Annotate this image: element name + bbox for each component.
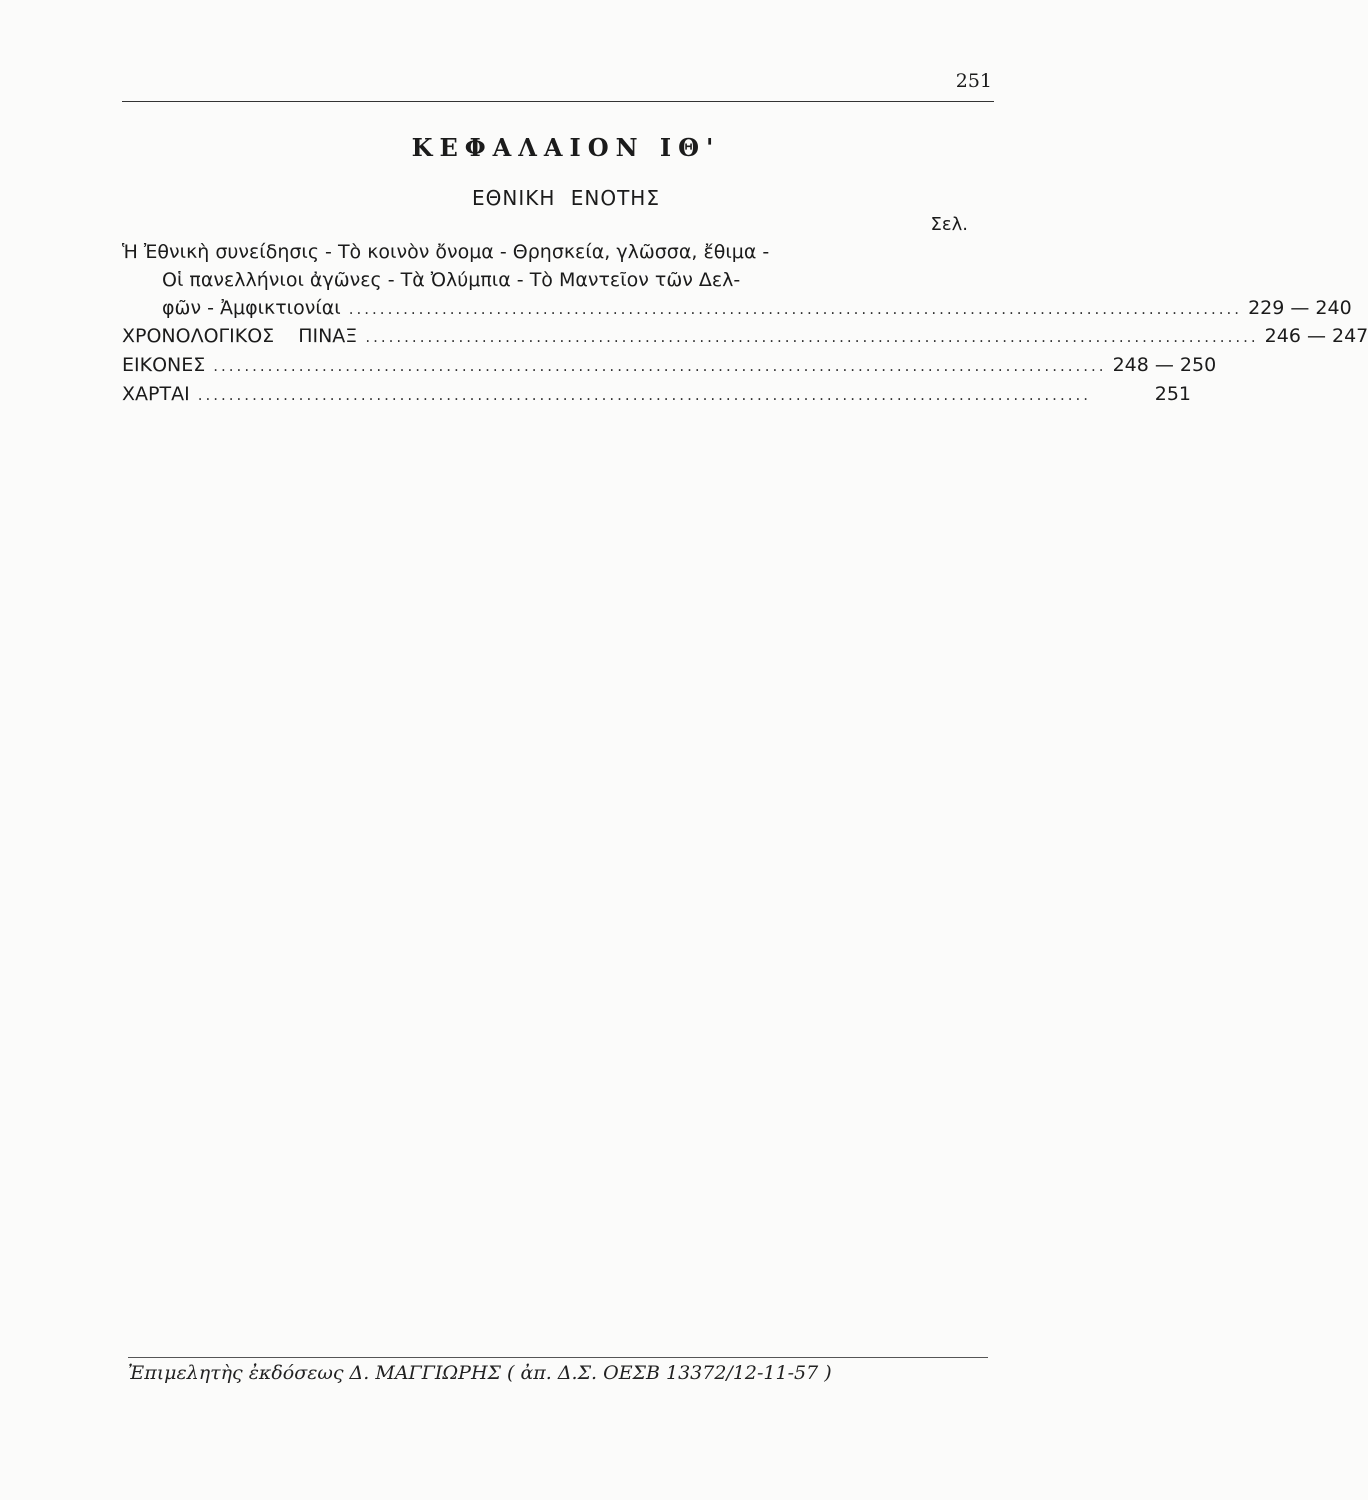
toc-entry-label: ΧΑΡΤΑΙ	[122, 383, 190, 405]
page-column-label: Σελ.	[930, 214, 968, 235]
toc-entry-line: Ἡ Ἐθνικὴ συνείδησις - Τὸ κοινὸν ὄνομα - Θρησκεία, γλῶσσα, ἔθιμα -	[122, 241, 770, 263]
chapter-title: ΚΕΦΑΛΑΙΟΝ ΙΘ'	[411, 133, 721, 162]
dot-leader: ...................................................................................................................	[197, 386, 1092, 404]
toc-entry-maps	[122, 380, 1192, 408]
footer-rule	[128, 1357, 988, 1358]
toc-entry-line: φῶν - Ἀμφικτιονίαι	[162, 297, 341, 319]
toc-entry-label: ΕΙΚΟΝΕΣ	[122, 354, 206, 376]
toc-pages: 229 — 240	[1248, 297, 1352, 319]
dot-leader: ...................................................................................................................	[213, 357, 1107, 375]
section-title: ΕΘΝΙΚΗ ΕΝΟΤΗΣ	[472, 186, 660, 210]
header-rule	[122, 101, 994, 102]
page-number: 251	[955, 70, 992, 92]
toc-pages: 251	[1154, 383, 1192, 405]
imprint-line: Ἐπιμελητὴς ἐκδόσεως Δ. ΜΑΓΓΙΩΡΗΣ ( ἀπ. Δ.Σ. ΟΕΣΒ 13372/12-11-57 )	[128, 1362, 832, 1384]
toc-entry-line-with-pages	[162, 294, 1352, 323]
toc-entry-chronological-table	[122, 322, 1368, 350]
toc-entry-images	[122, 351, 1217, 379]
toc-pages: 246 — 247	[1264, 325, 1368, 347]
toc-entry-label: ΧΡΟΝΟΛΟΓΙΚΟΣ ΠΙΝΑΞ	[122, 325, 358, 347]
dot-leader: ...................................................................................................................	[348, 300, 1243, 318]
toc-pages: 248 — 250	[1112, 354, 1217, 376]
toc-entry-line: Οἱ πανελλήνιοι ἀγῶνες - Τὰ Ὀλύμπια - Τὸ Μαντεῖον τῶν Δελ-	[162, 269, 741, 291]
dot-leader: ...................................................................................................................	[365, 328, 1259, 346]
toc-entry-national-unity	[122, 238, 1352, 328]
